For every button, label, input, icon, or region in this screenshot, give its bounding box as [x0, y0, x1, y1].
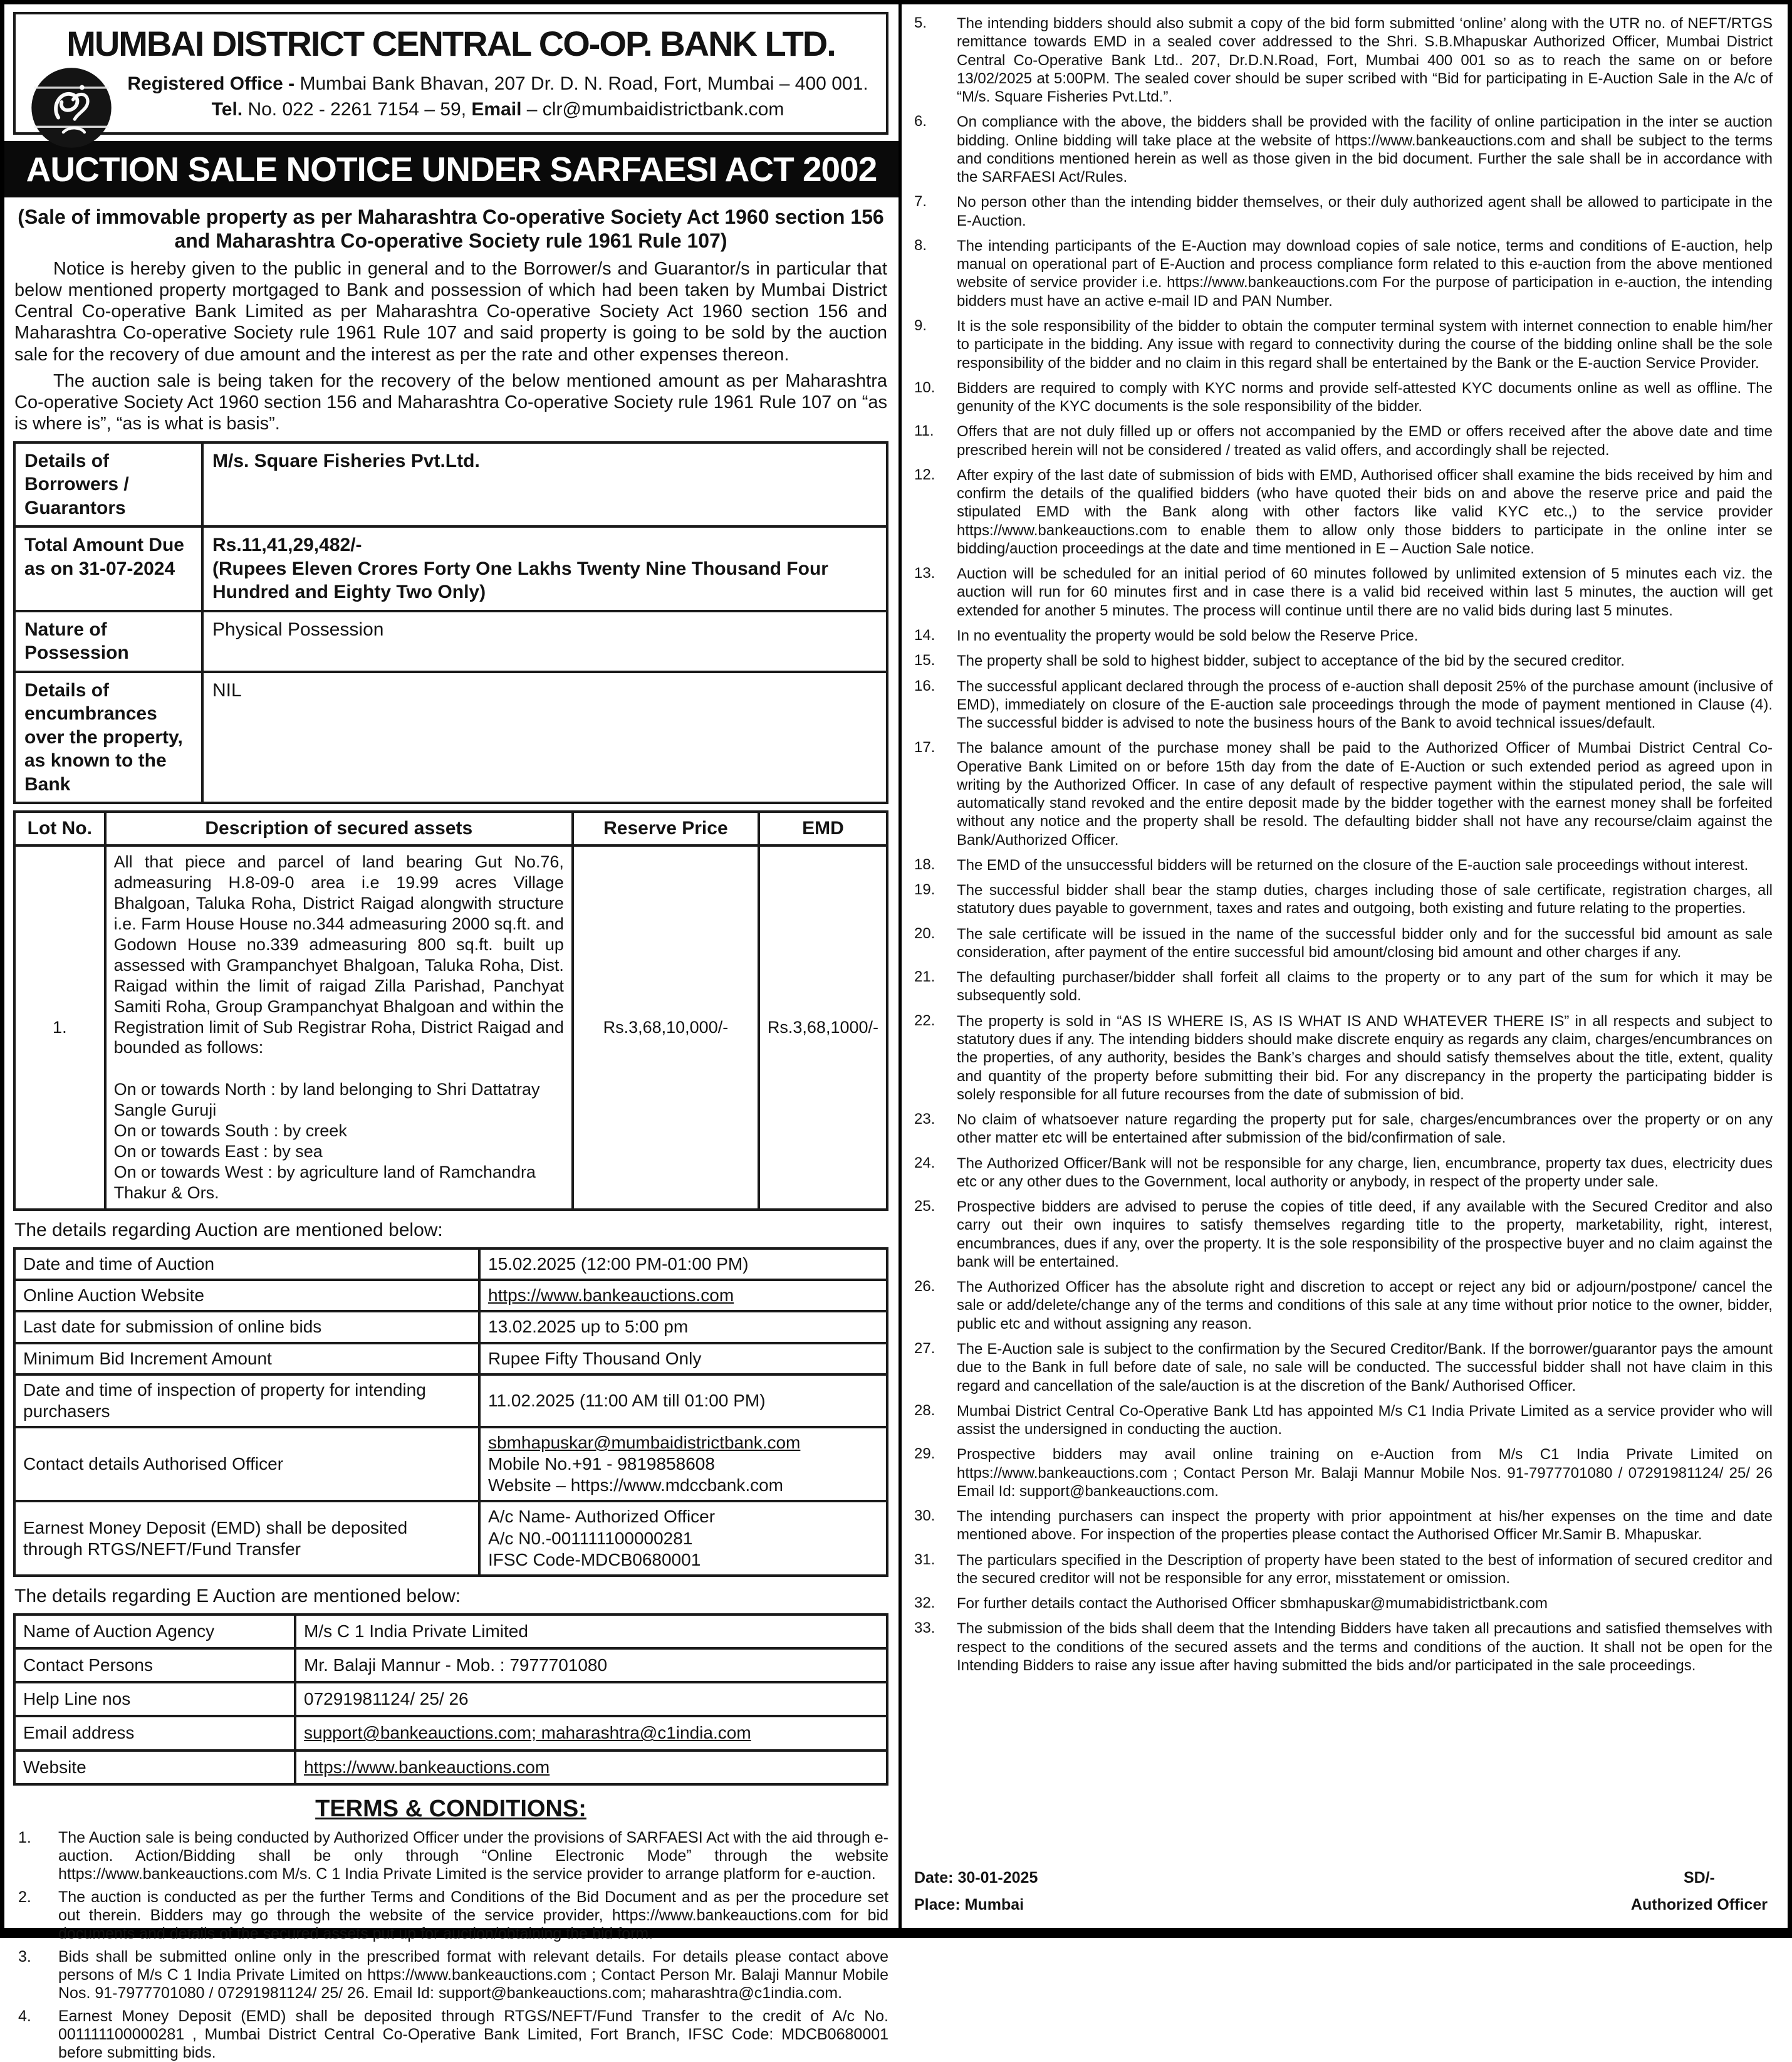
lot-table-header-row	[14, 812, 887, 845]
term-number: 7.	[914, 193, 927, 211]
term-item	[913, 565, 1773, 620]
contact-persons-label: Contact Persons	[14, 1648, 295, 1682]
term-item	[913, 1154, 1773, 1191]
table-row	[14, 1311, 887, 1342]
borrower-details-table	[13, 441, 888, 805]
term-item	[13, 1888, 888, 1943]
lot-no-header: Lot No.	[14, 812, 105, 845]
agency-email-value	[295, 1716, 887, 1750]
term-number: 31.	[914, 1551, 935, 1568]
term-text: Mumbai District Central Co-Operative Bank Ltd has appointed M/s C1 India Private Limited as a service provider who will assist the undersigned in conducting the auction.	[957, 1402, 1773, 1438]
agency-website-label: Website	[14, 1751, 295, 1784]
lot-table	[13, 810, 888, 1211]
term-text: The intending bidders should also submit a copy of the bid form submitted ‘online’ along with the UTR no. of NEFT/RTGS remittance towards EMD in a sealed cover addressed to the Shri. S.B.Mhapuskar Authorized Officer, Mumbai District Central Co-Operative Bank Ltd.. 207, Dr.D.N.Road, Fort, Mumbai 400 001 so as to reach the same on or before 13/02/2025 at 5:00PM. The sealed cover should be super scribed with “Bid for participating in E-Auction Sale in the A/c of “M/s. Square Fisheries Pvt.Ltd.”.	[957, 15, 1773, 106]
term-number: 14.	[914, 626, 935, 644]
left-column	[4, 4, 902, 2061]
boundary-east: On or towards East : by sea	[113, 1142, 323, 1161]
e-auction-heading: The details regarding E Auction are mentioned below:	[14, 1585, 461, 1606]
terms-list-right	[913, 14, 1773, 1682]
bank-seal-icon	[31, 67, 112, 149]
table-row	[14, 1501, 887, 1575]
last-bid-date-label: Last date for submission of online bids	[14, 1311, 479, 1342]
term-text: The balance amount of the purchase money shall be paid to the Authorized Officer of Mumbai District Central Co-Operative Bank Limited on or before 15th day from the date of E-Auction or such extended period as agreed upon in writing by the Authorized Officer. In case of any default of respective payment within the stipulated period, the sale will automatically stand revoked and the entire deposit made by the bidder together with the earnest money shall be forfeited without any notice and the property shall be resold. The defaulting bidder shall not have any recourse/claim against the Bank/Authorized Officer.	[957, 740, 1773, 849]
table-row	[14, 1615, 887, 1648]
term-number: 1.	[18, 1828, 31, 1846]
term-number: 9.	[914, 317, 927, 334]
place-label: Place:	[914, 1895, 961, 1913]
helpline-label: Help Line nos	[14, 1682, 295, 1716]
last-bid-date-value: 13.02.2025 up to 5:00 pm	[479, 1311, 887, 1342]
notice-subtitle: (Sale of immovable property as per Maharashtra Co-operative Society Act 1960 section 156 and Maharashtra Co-operative Society rule 1961 Rule 107)	[18, 206, 884, 253]
possession-value: Physical Possession	[202, 611, 887, 672]
term-item	[913, 678, 1773, 733]
term-text: The Authorized Officer has the absolute right and discretion to accept or reject any bid or adjourn/postpone/ cancel the sale or add/delete/change any of the terms and conditions of this sale at any time without prior notice to the owner, bidder, public etc and without assigning any reason.	[957, 1279, 1773, 1332]
term-number: 21.	[914, 968, 935, 986]
auction-details-heading: The details regarding Auction are mentioned below:	[14, 1220, 443, 1241]
authorised-officer-contact-value	[479, 1427, 887, 1501]
lot-boundaries	[114, 1079, 564, 1203]
inspection-date-value: 11.02.2025 (11:00 AM till 01:00 PM)	[479, 1374, 887, 1427]
footer-place-line	[914, 1892, 1038, 1918]
agency-name-label: Name of Auction Agency	[14, 1615, 295, 1648]
term-number: 22.	[914, 1012, 935, 1029]
term-number: 17.	[914, 739, 935, 756]
encumbrances-label: Details of encumbrances over the property, as known to the Bank	[14, 672, 202, 803]
footer-date-place	[914, 1865, 1038, 1918]
term-item	[913, 1445, 1773, 1500]
term-item	[913, 1507, 1773, 1544]
term-number: 19.	[914, 881, 935, 899]
term-number: 30.	[914, 1507, 935, 1525]
emd-deposit-label: Earnest Money Deposit (EMD) shall be deposited through RTGS/NEFT/Fund Transfer	[14, 1501, 479, 1575]
footer-date-line	[914, 1865, 1038, 1892]
agency-website-value	[295, 1751, 887, 1784]
auction-date-value: 15.02.2025 (12:00 PM-01:00 PM)	[479, 1248, 887, 1280]
term-item	[913, 1012, 1773, 1104]
term-number: 24.	[914, 1154, 935, 1171]
term-text: No claim of whatsoever nature regarding the property put for sale, charges/encumbrances over the property or on any other matter etc will be entertained after submission of the bid/confirmation of sale.	[957, 1111, 1773, 1147]
bank-address-block	[23, 71, 878, 122]
term-item	[13, 1948, 888, 2002]
term-item	[913, 113, 1773, 186]
emd-deposit-value	[479, 1501, 887, 1575]
date-label: Date:	[914, 1869, 954, 1887]
term-item	[913, 1620, 1773, 1675]
lot-description-cell	[105, 845, 573, 1210]
term-number: 32.	[914, 1594, 935, 1612]
officer-mobile: Mobile No.+91 - 9819858608	[488, 1454, 715, 1474]
term-text: After expiry of the last date of submission of bids with EMD, Authorised officer shall examine the bids received by him and confirm the details of the qualified bidders (who have quoted their bids on and above the reserve price and paid the stipulated EMD with the Bank along with other factors like valid KYC etc.,) to the service provider https://www.bankeauctions.com to enable them to allow only those bidders to participate in the online inter se bidding/auction proceedings at the date and time mentioned in E – Auction Sale notice.	[957, 466, 1773, 557]
possession-label: Nature of Possession	[14, 611, 202, 672]
term-number: 5.	[914, 14, 927, 31]
tel-value: No. 022 - 2261 7154 – 59,	[242, 98, 472, 120]
term-item	[913, 881, 1773, 918]
table-row	[14, 1682, 887, 1716]
boundary-north: On or towards North : by land belonging to Shri Dattatray Sangle Guruji	[113, 1080, 540, 1120]
tel-label: Tel.	[211, 98, 243, 120]
term-number: 20.	[914, 924, 935, 942]
bank-name: MUMBAI DISTRICT CENTRAL CO-OP. BANK LTD.	[66, 24, 835, 63]
term-number: 2.	[18, 1888, 31, 1906]
term-item	[913, 14, 1773, 106]
agency-email-link: support@bankeauctions.com; maharashtra@c1india.com	[304, 1723, 751, 1743]
table-row	[14, 1343, 887, 1374]
term-number: 33.	[914, 1620, 935, 1637]
auction-details-table	[13, 1247, 888, 1577]
term-item	[913, 237, 1773, 310]
term-text: The EMD of the unsuccessful bidders will be returned on the closure of the E-auction sale proceedings without interest.	[957, 856, 1749, 874]
term-number: 25.	[914, 1198, 935, 1215]
min-bid-increment-label: Minimum Bid Increment Amount	[14, 1343, 479, 1374]
term-text: The successful bidder shall bear the stamp duties, charges including those of sale certificate, registration charges, all statutory dues payable to government, taxes and rates and outgoing, both existing and future relating to the properties.	[957, 882, 1773, 918]
reserve-price-header: Reserve Price	[573, 812, 759, 845]
term-item	[913, 1340, 1773, 1395]
term-item	[913, 1594, 1773, 1613]
term-text: On compliance with the above, the bidders shall be provided with the facility of online participation in the inter se auction bidding. Online bidding will take place at the website of https://www.bankeauctions.com and shall be subject to the terms and conditions mentioned herein as well as those given in the bid document. Further the sale shall be in accordance with the SARFAESI Act/Rules.	[957, 113, 1773, 186]
term-item	[13, 1829, 888, 1883]
term-number: 18.	[914, 856, 935, 873]
bank-email: clr@mumbaidistrictbank.com	[542, 98, 784, 120]
term-text: The sale certificate will be issued in the name of the successful bidder only and for the successful bid amount as sale consideration, after payment of the entire successful bid amount/closing bid amount and other charges if any.	[957, 925, 1773, 961]
term-text: The defaulting purchaser/bidder shall forfeit all claims to the property or to any part of the sum for which it may be subsequently sold.	[957, 969, 1773, 1005]
term-text: Bidders are required to comply with KYC norms and provide self-attested KYC documents online as well as offline. The genunity of the KYC documents is the sole responsibility of the bidder.	[957, 379, 1773, 416]
term-number: 26.	[914, 1278, 935, 1295]
term-number: 4.	[18, 2007, 31, 2025]
encumbrances-value: NIL	[202, 672, 887, 803]
term-number: 10.	[914, 379, 935, 396]
email-sep: –	[521, 98, 543, 120]
term-item	[913, 1198, 1773, 1271]
table-row	[14, 1751, 887, 1784]
lot-number: 1.	[14, 845, 105, 1210]
term-text: The auction is conducted as per the further Terms and Conditions of the Bid Document and as per the procedure set out therein. Bidders may go through the website of the service provider, https://www.bankeauctions.com for bid documents and details of the secured assets put up for auction/obtaining the bid form.	[58, 1888, 888, 1942]
notice-paragraph-1: Notice is hereby given to the public in general and to the Borrower/s and Guarantor/s in particular that below mentioned property mortgaged to Bank and possession of which had been taken by Mumbai District Central Co-operative Bank Limited as per Maharashtra Co-operative Society Act 1960 section 156 and Maharashtra Co-operative Society rule 1961 Rule 107 and said property is going to be sold by the auction sale for the recovery of due amount and the interest as per the rate and other expenses thereon.	[14, 258, 887, 365]
table-row	[14, 1427, 887, 1501]
term-text: In no eventuality the property would be sold below the Reserve Price.	[957, 627, 1419, 644]
auction-date-label: Date and time of Auction	[14, 1248, 479, 1280]
agency-name-value: M/s C 1 India Private Limited	[295, 1615, 887, 1648]
term-number: 13.	[914, 565, 935, 582]
inspection-date-label: Date and time of inspection of property for intending purchasers	[14, 1374, 479, 1427]
term-item	[913, 1111, 1773, 1148]
term-text: Offers that are not duly filled up or offers not accompanied by the EMD or offers received after the above date and time prescribed herein will not be considered / treated as valid offers, and accordingly shall be rejected.	[957, 423, 1773, 459]
notice-paragraph-2: The auction sale is being taken for the recovery of the below mentioned amount as per Maharashtra Co-operative Society Act 1960 section 156 and Maharashtra Co-operative Society rule 1961 Rule 107 on “as is where is”, “as is what is basis”.	[14, 370, 887, 434]
table-row	[14, 1648, 887, 1682]
date-value: 30-01-2025	[957, 1869, 1038, 1887]
terms-list-left	[13, 1829, 888, 2062]
term-item	[913, 627, 1773, 645]
registered-office-label: Registered Office -	[127, 73, 300, 94]
term-text: For further details contact the Authorised Officer sbmhapuskar@mumabidistrictbank.com	[957, 1595, 1548, 1613]
term-item	[913, 968, 1773, 1005]
term-text: The property shall be sold to highest bidder, subject to acceptance of the bid by the secured creditor.	[957, 652, 1625, 670]
term-item	[13, 2007, 888, 2062]
term-text: Prospective bidders are advised to peruse the copies of title deed, if any available with the Secured Creditor and also carry out their own inquires to satisfy themselves regarding title to the property, marketability, right, interest, encumbrances, dues if any, over the property. It is the sole responsibility of the prospective buyer and no claim against the bank will be entertained.	[957, 1198, 1773, 1270]
term-item	[913, 925, 1773, 962]
auction-website-value	[479, 1280, 887, 1311]
term-text: Prospective bidders may avail online training on e-Auction from M/s C1 India Private Limited on https://www.bankeauctions.com ; Contact Person Mr. Balaji Mannur Mobile Nos. 91-7977701080 / 07291981124/ 25/ 26 Email Id: support@bankeauctions.com.	[957, 1446, 1773, 1500]
notice-footer	[913, 1858, 1773, 1920]
term-item	[913, 1551, 1773, 1588]
registered-office-line	[117, 71, 878, 97]
contact-persons-value: Mr. Balaji Mannur - Mob. : 7977701080	[295, 1648, 887, 1682]
term-item	[913, 466, 1773, 558]
footer-signature	[1631, 1865, 1768, 1918]
term-number: 29.	[914, 1445, 935, 1463]
email-label: Email	[471, 98, 522, 120]
term-text: The successful applicant declared through the process of e-auction shall deposit 25% of the purchase amount (inclusive of EMD), immediately on closure of the E-auction sale proceedings through the mode of payment mentioned in Clause (4). The successful bidder is advised to note the business hours of the Bank to avoid technical issues/default.	[957, 678, 1773, 732]
term-text: The E-Auction sale is subject to the confirmation by the Secured Creditor/Bank. If the borrower/guarantor pays the amount due to the Bank in full before date of sale, no sale will be conducted. The successful bidder shall not have claim in this regard and cancellation of the sale/auction is at the discretion of the Bank/ Authorised Officer.	[957, 1341, 1773, 1395]
term-number: 3.	[18, 1947, 31, 1965]
term-text: No person other than the intending bidder themselves, or their duly authorized agent shall be allowed to participate in the E-Auction.	[957, 194, 1773, 229]
ifsc-code: IFSC Code-MDCB0680001	[488, 1549, 701, 1569]
officer-email: sbmhapuskar@mumbaidistrictbank.com	[488, 1432, 801, 1452]
amount-words: (Rupees Eleven Crores Forty One Lakhs Twenty Nine Thousand Four Hundred and Eighty Two Only)	[212, 558, 828, 603]
term-text: It is the sole responsibility of the bidder to obtain the computer terminal system with internet connection to enable him/her to participate in the bidding. Any issue with regard to connectivity during the course of the bidding online shall be the sole responsibility of the bidder and no claim in this regard shall be entertained by the Bank or the E-auction Service Provider.	[957, 317, 1773, 372]
account-number: A/c N0.-001111100000281	[488, 1528, 693, 1548]
term-item	[913, 1402, 1773, 1439]
amount-figure: Rs.11,41,29,482/-	[212, 535, 362, 556]
place-value: Mumbai	[964, 1895, 1024, 1913]
authorised-officer-contact-label: Contact details Authorised Officer	[14, 1427, 479, 1501]
account-name: A/c Name- Authorized Officer	[488, 1507, 716, 1527]
helpline-value: 07291981124/ 25/ 26	[295, 1682, 887, 1716]
boundary-west: On or towards West : by agriculture land of Ramchandra Thakur & Ors.	[113, 1163, 536, 1203]
term-number: 12.	[914, 466, 935, 483]
e-auction-table	[13, 1613, 888, 1786]
sd-label: SD/-	[1683, 1869, 1715, 1887]
registered-office-value: Mumbai Bank Bhavan, 207 Dr. D. N. Road, Fort, Mumbai – 400 001.	[300, 73, 868, 94]
term-text: Earnest Money Deposit (EMD) shall be deposited through RTGS/NEFT/Fund Transfer to the credit of A/c No. 001111100000281 , Mumbai District Central Co-Operative Bank Limited, Fort Branch, IFSC Code: MDCB0680001 before submitting bids.	[58, 2007, 888, 2061]
reserve-price-value: Rs.3,68,10,000/-	[573, 845, 759, 1210]
table-row	[14, 1280, 887, 1311]
table-row	[14, 611, 887, 672]
term-number: 27.	[914, 1340, 935, 1357]
term-text: The intending purchasers can inspect the property with prior appointment at his/her expenses on the time and date mentioned above. For inspection of the properties please contact the Authorised Officer Mr.Samir B. Mhapuskar.	[957, 1508, 1773, 1544]
term-item	[913, 739, 1773, 849]
term-text: Bids shall be submitted online only in the prescribed format with relevant details. For details please contact above persons of M/s C 1 India Private Limited on https://www.bankeauctions.com ; Contact Person Mr. Balaji Mannur Mobile Nos. 91-7977701080 / 07291981124/ 25/ 26. Email Id: support@bankeauctions.com; maharashtra@c1india.com.	[58, 1947, 888, 2002]
agency-email-label: Email address	[14, 1716, 295, 1750]
notice-title-bar	[4, 141, 899, 197]
table-row	[14, 1248, 887, 1280]
term-text: The Authorized Officer/Bank will not be responsible for any charge, lien, encumbrance, property tax dues, electricity dues etc or any other dues to the Government, local authority or anybody, in respect of the property under sale.	[957, 1154, 1773, 1190]
table-row	[14, 526, 887, 611]
right-column	[902, 4, 1788, 1928]
auction-website-link: https://www.bankeauctions.com	[488, 1285, 734, 1306]
term-text: The particulars specified in the Description of property have been stated to the best of information of secured creditor and the secured creditor will not be responsible for any error, misstatement or omission.	[957, 1551, 1773, 1587]
term-text: The intending participants of the E-Auction may download copies of sale notice, terms and conditions of E-auction, help manual on operational part of E-Auction and process compliance form related to this e-auction from the above mentioned website of service provider i.e. https://www.bankeauctions.com For the purpose of participation in e-auction, the intending bidders must have an active e-mail ID and PAN Number.	[957, 237, 1773, 310]
term-text: Auction will be scheduled for an initial period of 60 minutes followed by unlimited extension of 5 minutes each viz. the auction will run for 60 minutes first and in case there is a valid bid received within last 5 minutes, the auction will get extended for another 5 minutes. The process will continue until there are no valid bids during last 5 minutes.	[957, 565, 1773, 619]
min-bid-increment-value: Rupee Fifty Thousand Only	[479, 1343, 887, 1374]
amount-due-value	[202, 526, 887, 611]
auction-website-label: Online Auction Website	[14, 1280, 479, 1311]
term-item	[913, 422, 1773, 459]
term-item	[913, 193, 1773, 230]
term-text: The submission of the bids shall deem that the Intending Bidders have taken all precautions and satisfied themselves with respect to the conditions of the secured assets and the terms and conditions of the auction. It shall not be open for the Intending Bidders to raise any issue after having submitted the bids and/or participated in the sale proceedings.	[957, 1620, 1773, 1674]
term-number: 15.	[914, 652, 935, 669]
table-row	[14, 1716, 887, 1750]
term-text: The Auction sale is being conducted by Authorized Officer under the provisions of SARFAESI Act with the aid through e-auction. Action/Bidding shall be only through “Online Electronic Mode” through the website https://www.bankeauctions.com M/s. C 1 India Private Limited is the service provider to arrange platform for e-auction.	[58, 1828, 888, 1883]
table-row	[14, 672, 887, 803]
emd-header: EMD	[759, 812, 887, 845]
term-text: The property is sold in “AS IS WHERE IS, AS IS WHAT IS AND WHATEVER THERE IS” in all respects and subject to statutory dues if any. The intending bidders should make discrete enquiry as regards any claim, charges/encumbrances on the properties, of any authority, besides the Bank’s charges and should satisfy themselves about the title, extent, quality and quantity of the property before submitting their bid. For any discrepancy in the property the participating bidder is solely responsible for all future recourses from the date of submission of bid.	[957, 1012, 1773, 1103]
boundary-south: On or towards South : by creek	[113, 1121, 347, 1141]
term-number: 6.	[914, 113, 927, 130]
table-row	[14, 1374, 887, 1427]
term-item	[913, 317, 1773, 372]
terms-title	[13, 1796, 888, 1823]
description-header: Description of secured assets	[105, 812, 573, 845]
emd-value: Rs.3,68,1000/-	[759, 845, 887, 1210]
contact-line	[117, 97, 878, 123]
borrower-label: Details of Borrowers / Guarantors	[14, 442, 202, 527]
borrower-value: M/s. Square Fisheries Pvt.Ltd.	[202, 442, 887, 527]
term-number: 23.	[914, 1111, 935, 1128]
term-number: 16.	[914, 677, 935, 694]
table-row	[14, 442, 887, 527]
bank-header	[13, 12, 888, 135]
term-item	[913, 1278, 1773, 1333]
lot-description: All that piece and parcel of land bearing Gut No.76, admeasuring H.8-09-0 area i.e 19.99 acres Village Bhalgoan, Taluka Roha, District Raigad alongwith structure i.e. Farm House House no.344 admeasuring 2000 sq.ft. and Godown House no.339 admeasuring 800 sq.ft. built up assessed with Grampanchyet Bhalgoan, Taluka Roha, Dist. Raigad within the limit of raigad Zilla Parishad, Panchyat Samiti Roha, Group Grampanchyat Bhalgoan and within the Registration limit of Sub Registrar Roha, District Raigad and bounded as follows:	[113, 852, 564, 1057]
notice-title: AUCTION SALE NOTICE UNDER SARFAESI ACT 2002	[26, 150, 877, 189]
term-item	[913, 856, 1773, 874]
officer-website: Website – https://www.mdccbank.com	[488, 1475, 783, 1495]
agency-website-link: https://www.bankeauctions.com	[304, 1757, 550, 1777]
lot-row	[14, 845, 887, 1210]
amount-due-label: Total Amount Due as on 31-07-2024	[14, 526, 202, 611]
term-item	[913, 652, 1773, 670]
terms-title-text: TERMS & CONDITIONS:	[315, 1795, 586, 1822]
term-number: 28.	[914, 1401, 935, 1419]
term-number: 11.	[914, 422, 934, 440]
term-number: 8.	[914, 236, 927, 254]
term-item	[913, 379, 1773, 416]
authorized-officer-label: Authorized Officer	[1630, 1895, 1768, 1913]
